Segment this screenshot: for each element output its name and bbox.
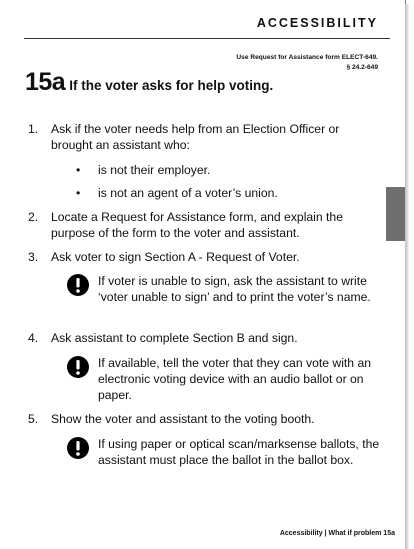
note-text: If using paper or optical scan/marksense ballots, the assistant must place the ballot in the ballot box. <box>98 437 380 467</box>
section-side-tab <box>386 187 407 241</box>
step-number: 3. <box>28 250 39 264</box>
bullet-text: is not their employer. <box>98 163 211 177</box>
page-footer: Accessibility | What if problem 15a <box>279 530 395 537</box>
step-number: 4. <box>28 331 39 345</box>
step-number: 5. <box>28 412 39 426</box>
step-item <box>28 121 378 153</box>
note-text: If available, tell the voter that they can vote with an electronic voting device with an audio ballot or on paper. <box>98 356 372 402</box>
warning-note <box>67 436 382 468</box>
step-item <box>28 209 378 241</box>
exclamation-icon <box>67 356 89 378</box>
bullet-symbol: • <box>76 186 81 200</box>
step-text: Locate a Request for Assistance form, and explain the purpose of the form to the voter and assistant. <box>51 210 343 240</box>
page-edge-shadow <box>405 4 409 549</box>
step-text: Ask if the voter needs help from an Election Officer or brought an assistant who: <box>51 122 340 152</box>
step-text: Ask assistant to complete Section B and sign. <box>51 331 298 345</box>
step-text: Show the voter and assistant to the voting booth. <box>51 412 315 426</box>
step-item <box>28 249 378 265</box>
step-number: 2. <box>28 210 39 224</box>
step-item <box>28 330 378 346</box>
note-text: If voter is unable to sign, ask the assistant to write ‘voter unable to sign’ and to print the voter’s name. <box>98 274 371 304</box>
exclamation-icon <box>67 437 89 459</box>
warning-note <box>67 355 382 403</box>
procedure-number: 15a <box>25 68 66 96</box>
bullet-symbol: • <box>76 163 81 177</box>
header-divider <box>24 38 390 39</box>
step-text: Ask voter to sign Section A - Request of Voter. <box>51 250 300 264</box>
bullet-item <box>76 162 376 178</box>
warning-note <box>67 273 382 305</box>
bullet-text: is not an agent of a voter’s union. <box>98 186 278 200</box>
section-title: ACCESSIBILITY <box>256 16 378 30</box>
procedure-title: If the voter asks for help voting. <box>69 78 274 93</box>
step-number: 1. <box>28 122 39 136</box>
procedure-heading <box>25 68 273 97</box>
form-reference: Use Request for Assistance form ELECT-649. <box>236 54 378 61</box>
exclamation-icon <box>67 274 89 296</box>
code-reference: § 24.2-649 <box>346 64 378 71</box>
bullet-item <box>76 185 376 201</box>
step-item <box>28 411 378 427</box>
